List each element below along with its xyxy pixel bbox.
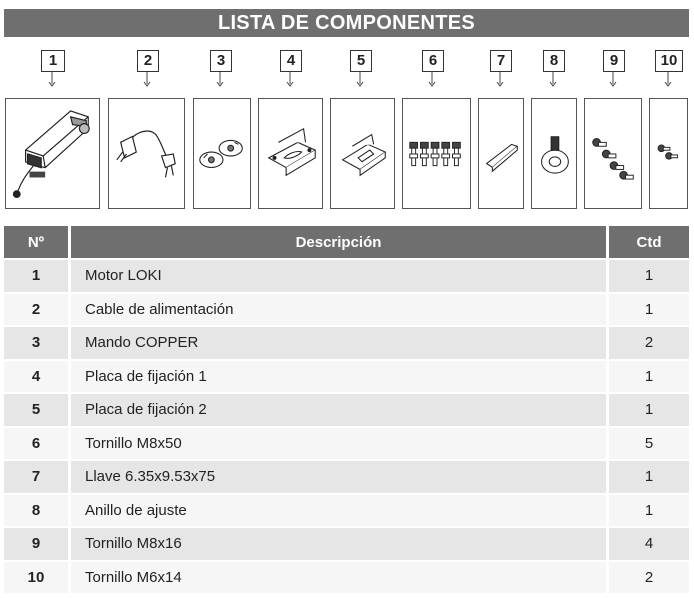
row-description: Tornillo M6x14 xyxy=(68,562,606,594)
row-number: 8 xyxy=(4,495,68,527)
row-number: 10 xyxy=(4,562,68,594)
table-row xyxy=(4,394,689,426)
component-image-1 xyxy=(5,98,100,209)
component-image-8 xyxy=(531,98,577,209)
table-row xyxy=(4,461,689,493)
row-description: Anillo de ajuste xyxy=(68,495,606,527)
arrow-down-icon xyxy=(48,72,56,88)
row-description: Mando COPPER xyxy=(68,327,606,359)
mounting-plate-2-icon xyxy=(331,99,394,208)
component-image-5 xyxy=(330,98,395,209)
row-description: Placa de fijación 1 xyxy=(68,361,606,393)
component-image-6 xyxy=(402,98,471,209)
table-header-row xyxy=(4,226,689,258)
header-description: Descripción xyxy=(68,226,606,258)
row-number: 7 xyxy=(4,461,68,493)
screws-m6x14-icon xyxy=(650,99,687,208)
row-quantity: 1 xyxy=(606,294,689,326)
row-description: Motor LOKI xyxy=(68,260,606,292)
table-row xyxy=(4,562,689,594)
component-label-6: 6 xyxy=(422,50,444,72)
page-title: LISTA DE COMPONENTES xyxy=(4,9,689,37)
row-description: Tornillo M8x16 xyxy=(68,528,606,560)
row-description: Llave 6.35x9.53x75 xyxy=(68,461,606,493)
key-icon xyxy=(479,99,523,208)
table-row xyxy=(4,361,689,393)
motor-icon xyxy=(6,99,99,208)
remote-control-icon xyxy=(194,99,250,208)
row-quantity: 1 xyxy=(606,394,689,426)
row-number: 4 xyxy=(4,361,68,393)
row-quantity: 1 xyxy=(606,461,689,493)
row-description: Placa de fijación 2 xyxy=(68,394,606,426)
component-image-2 xyxy=(108,98,185,209)
arrow-down-icon xyxy=(216,72,224,88)
adjustment-ring-icon xyxy=(532,99,576,208)
component-label-3: 3 xyxy=(210,50,232,72)
screws-m8x50-icon xyxy=(403,99,470,208)
component-label-1: 1 xyxy=(41,50,65,72)
component-image-7 xyxy=(478,98,524,209)
row-quantity: 2 xyxy=(606,327,689,359)
row-description: Tornillo M8x50 xyxy=(68,428,606,460)
row-quantity: 2 xyxy=(606,562,689,594)
row-number: 5 xyxy=(4,394,68,426)
component-image-4 xyxy=(258,98,323,209)
table-row xyxy=(4,528,689,560)
table-row xyxy=(4,428,689,460)
header-number: Nº xyxy=(4,226,68,258)
row-quantity: 1 xyxy=(606,361,689,393)
arrow-down-icon xyxy=(428,72,436,88)
row-number: 1 xyxy=(4,260,68,292)
row-quantity: 1 xyxy=(606,495,689,527)
row-number: 3 xyxy=(4,327,68,359)
table-row xyxy=(4,294,689,326)
arrow-down-icon xyxy=(496,72,504,88)
row-number: 2 xyxy=(4,294,68,326)
row-quantity: 5 xyxy=(606,428,689,460)
table-row xyxy=(4,495,689,527)
component-image-3 xyxy=(193,98,251,209)
arrow-down-icon xyxy=(609,72,617,88)
component-label-7: 7 xyxy=(490,50,512,72)
component-label-5: 5 xyxy=(350,50,372,72)
table-row xyxy=(4,260,689,292)
component-image-9 xyxy=(584,98,642,209)
screws-m8x16-icon xyxy=(585,99,641,208)
row-number: 6 xyxy=(4,428,68,460)
component-label-9: 9 xyxy=(603,50,625,72)
component-label-2: 2 xyxy=(137,50,159,72)
row-quantity: 1 xyxy=(606,260,689,292)
component-label-10: 10 xyxy=(655,50,683,72)
arrow-down-icon xyxy=(664,72,672,88)
mounting-plate-1-icon xyxy=(259,99,322,208)
components-table xyxy=(4,224,689,595)
arrow-down-icon xyxy=(356,72,364,88)
arrow-down-icon xyxy=(143,72,151,88)
component-label-4: 4 xyxy=(280,50,302,72)
component-image-10 xyxy=(649,98,688,209)
power-cable-icon xyxy=(109,99,184,208)
arrow-down-icon xyxy=(549,72,557,88)
row-number: 9 xyxy=(4,528,68,560)
table-row xyxy=(4,327,689,359)
component-label-8: 8 xyxy=(543,50,565,72)
row-description: Cable de alimentación xyxy=(68,294,606,326)
header-quantity: Ctd xyxy=(606,226,689,258)
row-quantity: 4 xyxy=(606,528,689,560)
arrow-down-icon xyxy=(286,72,294,88)
